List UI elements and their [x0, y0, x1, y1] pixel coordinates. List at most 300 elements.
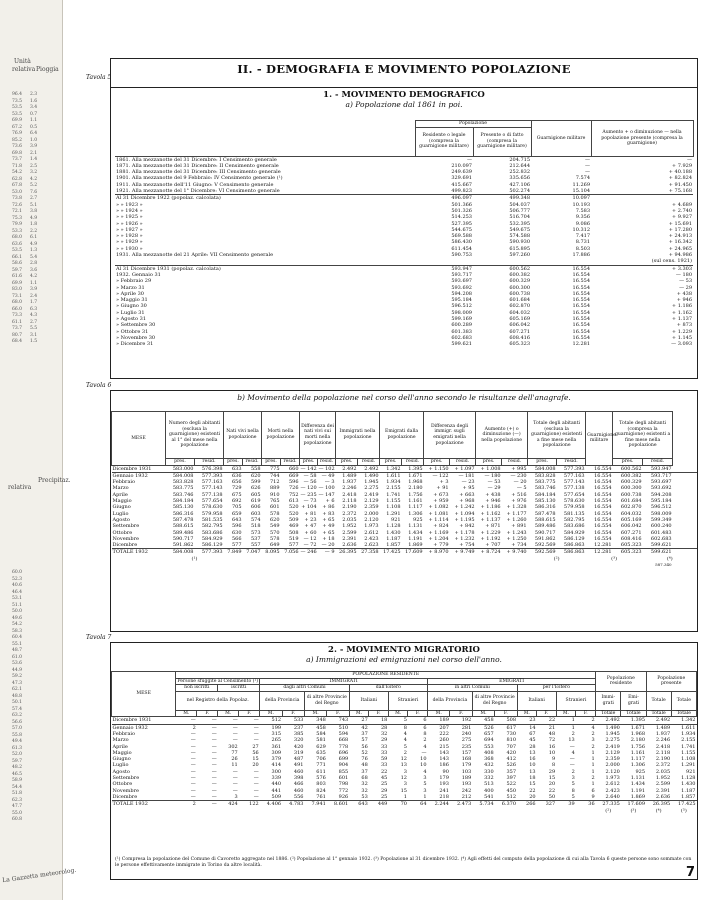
t6-cell: 643 — [231, 516, 242, 523]
t6-cell: 577.143 — [201, 485, 223, 492]
t6-cell: 583.000 — [172, 465, 194, 472]
t6-cell: 602.683 — [650, 535, 672, 542]
t7-cell: 629 — [316, 743, 326, 750]
t7-cell: 412 — [506, 756, 517, 763]
t5-cell: 607.271 — [509, 328, 531, 335]
t7-sub-f: F. — [327, 710, 349, 717]
t5-cell: 599.621 — [451, 341, 472, 348]
t6-cell: 605 — [250, 491, 261, 498]
t7-cell: 696 — [338, 749, 349, 756]
t7-cell: 56 — [252, 749, 259, 756]
t6-cell: + 1.114 — [428, 516, 449, 523]
t7-cell: 1.291 — [681, 762, 696, 769]
t6-total-extra-row — [112, 562, 698, 568]
t7-cell: — — [190, 730, 196, 737]
t7-cell: 361 — [271, 743, 282, 750]
t5-row-label: » Giugno 30 — [116, 303, 147, 310]
t6-cell: — 58 — [303, 472, 317, 479]
t7-cell: — — [211, 717, 217, 724]
t6-cell: 577.393 — [563, 465, 585, 472]
t7-cell: 440 — [271, 781, 282, 788]
t7-cell: 761 — [316, 793, 326, 800]
t6-cell: + 60 — [304, 529, 317, 536]
t7-cell: 772 — [338, 787, 349, 794]
t7-cell: 1 — [591, 781, 595, 788]
t5-cell: 16.554 — [572, 328, 591, 335]
t6-cell: 584.184 — [534, 491, 556, 498]
t7-cell: 1.306 — [630, 762, 646, 769]
t7-total-cell: 2.244 — [434, 801, 449, 808]
t6-total-extra-cell: 587.340 — [655, 562, 672, 568]
t7-header-totale: Totale — [646, 691, 671, 710]
t7-cell: 4 — [571, 749, 575, 756]
t7-total-cell: 5.734 — [479, 801, 494, 808]
t6-cell: 600.382 — [620, 472, 642, 479]
t5-header-popolazione: Popolazione — [415, 121, 531, 128]
t6-cell: 1.342 — [386, 465, 401, 472]
t5-row-label: 1881. Alla mezzanotte del 31 Dicembre: III Censimento generale — [116, 169, 281, 176]
t5-cell: 615.895 — [509, 245, 531, 252]
t6-sub-pres: pres. — [336, 459, 358, 466]
t7-cell: 1 — [423, 793, 427, 800]
t6-cell: 636 — [231, 472, 242, 479]
t7-cell: 617 — [506, 724, 517, 731]
t7-total-cell: 2.473 — [456, 801, 472, 808]
t7-cell: 594 — [338, 730, 349, 737]
t6-cell: 578 — [269, 510, 280, 517]
t6-cell: — 147 — [318, 491, 335, 498]
t6-total-cell: + 9.749 — [454, 549, 475, 556]
t5-row-label: » Febbraio 29 — [116, 278, 152, 285]
t6-cell: 469 — [288, 523, 299, 530]
t6-cell: 588.615 — [534, 516, 556, 523]
t7-cell: 798 — [338, 781, 349, 788]
t7-cell: 29 — [548, 768, 556, 775]
t6-cell: 1.968 — [408, 479, 423, 486]
t7-cell: 4 — [403, 737, 407, 744]
t7-cell: 2.391 — [655, 787, 671, 794]
t7-cell: 32 — [361, 781, 368, 788]
t7-header-stranieri: Stranieri — [556, 691, 596, 710]
t6-sub-resid: resid. — [358, 459, 380, 466]
t5-row-label: » Settembre 30 — [116, 322, 156, 329]
t6-cell: + 1.328 — [506, 504, 527, 511]
t5-cell: 502.274 — [509, 188, 531, 195]
t7-header-persone: Persone sfuggite al Censimento (¹) — [177, 678, 259, 684]
t6-cell: 591.862 — [172, 542, 194, 549]
t6-cell: + 976 — [511, 498, 527, 505]
t5-cell: 604.032 — [509, 309, 531, 316]
t6-cell: 2.035 — [342, 516, 357, 523]
t7-cell: 1.952 — [655, 775, 671, 782]
main-title: II. - DEMOGRAFIA E MOVIMENTO POPOLAZIONE — [237, 62, 571, 76]
t7-cell: — — [211, 749, 217, 756]
t5-header-residente: Residente o legale (compresa la guarnigione militare) — [415, 127, 473, 156]
tavola6-body — [112, 465, 698, 568]
t7-cell: 611 — [316, 768, 326, 775]
t7-header-immigrati: IMMIGRATI — [260, 678, 428, 685]
t7-cell: 260 — [439, 737, 449, 744]
t5-cell: — 29 — [679, 284, 693, 291]
t7-cell: 50 — [548, 793, 556, 800]
t7-cell: 450 — [506, 787, 517, 794]
t5-cell — [531, 258, 591, 265]
gutter-label-unita: Unità — [14, 58, 31, 65]
t7-header-pop-res2: Popolazione residente — [596, 672, 646, 692]
t6-cell: 599.621 — [650, 542, 672, 549]
t7-cell: 20 — [529, 793, 536, 800]
t5-cell: 596.512 — [451, 303, 472, 310]
t5-cell: + 1.137 — [671, 316, 693, 323]
t5-cell: 496.097 — [451, 195, 472, 202]
t7-cell: 26 — [231, 756, 238, 763]
t7-cell: 33 — [380, 743, 388, 750]
t6-row-month: Aprile — [112, 491, 128, 498]
t5-cell: 516.704 — [509, 214, 531, 221]
t7-cell: 460 — [293, 787, 304, 794]
t5-cell: 593.692 — [451, 284, 472, 291]
t6-cell: + 734 — [511, 542, 527, 549]
t6-row-month: Ottobre — [112, 529, 133, 536]
tavola7-table — [111, 671, 697, 814]
t7-cell: 48 — [361, 762, 368, 769]
t6-sub-pres: pres. — [476, 459, 502, 466]
t6-cell: 590.717 — [172, 535, 194, 542]
t6-cell: + 673 — [433, 491, 449, 498]
t6-cell: 581.135 — [563, 510, 585, 517]
t6-cell: 2.359 — [364, 504, 379, 511]
t7-cell: — — [190, 775, 196, 782]
t6-cell: — 49 — [321, 472, 335, 479]
t7-cell: 28 — [380, 724, 388, 731]
t7-sub-totale: Totale — [621, 710, 646, 717]
t6-cell: + 959 — [433, 498, 449, 505]
t7-cell: — — [232, 737, 238, 744]
t6-cell: 1.291 — [386, 510, 401, 517]
t6-cell: 590.717 — [534, 529, 556, 536]
t7-sub-m: M. — [428, 710, 450, 717]
section1a-subtitle: a) Popolazione dal 1861 in poi. — [345, 100, 463, 109]
t6-cell: + 3 — [439, 479, 449, 486]
t6-cell: 586.316 — [534, 504, 556, 511]
t6-row — [112, 542, 698, 549]
t7-cell: 143 — [439, 756, 449, 763]
t5-cell: 210.097 — [451, 162, 472, 169]
t6-cell: 2.636 — [342, 542, 357, 549]
t6-cell: 583.686 — [201, 529, 223, 536]
t7-cell: 1.945 — [605, 730, 620, 737]
t7-cell: 9 — [551, 756, 556, 763]
t7-cell: 441 — [271, 787, 282, 794]
t5-cell: 9.356 — [575, 214, 591, 221]
t7-cell: 13 — [568, 737, 575, 744]
t7-cell: 300 — [271, 768, 282, 775]
t5-cell: + 82.824 — [668, 175, 693, 182]
t5-cell: 501.366 — [451, 201, 472, 208]
t6-cell: 585.130 — [534, 498, 556, 505]
t6-cell: 588.615 — [172, 523, 194, 530]
t5-cell: + 1.186 — [671, 303, 693, 310]
t7-cell: 315 — [271, 730, 282, 737]
t7-cell: 1 — [591, 768, 595, 775]
t5-cell: 10.193 — [572, 201, 591, 208]
gutter-column-a: 96.4 73.5 53.5 53.5 69.9 67.2 76.9 85.2 73.6 69.8 73.7 71.8 54.2 62.8 67.8 53.0 73.8 72.6 72.1 75.3 79.9 53.3 68.0 63.6 53.5 66.1 58.6 59.7 61.6 69.9 83.0 73.1 68.0 66.0 73.3 61.1 73.7 80.7 68.4 — [12, 92, 23, 344]
t6-total-cell: 17.609 — [405, 549, 423, 556]
t7-cell: 379 — [271, 756, 282, 763]
t7-cell: 707 — [506, 743, 517, 750]
t6-cell: 2.246 — [342, 485, 357, 492]
t6-cell: + 891 — [511, 523, 527, 530]
tavola5-label: Tavola 5 — [86, 74, 112, 81]
t7-cell: 48 — [548, 730, 556, 737]
t6-cell: 603 — [250, 510, 261, 517]
t6-cell: + 779 — [433, 542, 449, 549]
t7-cell: 668 — [338, 737, 349, 744]
t6-cell: — 180 — [484, 472, 501, 479]
t7-header-altre_prov: di altre Provincie del Regno — [472, 691, 517, 710]
t7-cell: 2 — [571, 768, 575, 775]
t7-cell: 242 — [461, 787, 472, 794]
t7-cell: 491 — [293, 762, 304, 769]
t7-cell: 10 — [548, 749, 556, 756]
tavola6-label: Tavola 6 — [86, 382, 112, 389]
t7-cell: — — [190, 749, 196, 756]
t7-header-in-comuni: in altri Comuni — [428, 685, 518, 692]
t5-cell: 7.583 — [575, 207, 591, 214]
t7-cell: 9 — [591, 793, 595, 800]
t6-total-cell: 7.849 — [227, 549, 242, 556]
t7-cell: 771 — [316, 762, 326, 769]
t7-cell: 2.118 — [655, 749, 671, 756]
page-number: 7 — [686, 865, 696, 880]
t6-cell: 752 — [288, 491, 299, 498]
t7-total-cell: 266 — [526, 801, 536, 808]
tavola7-label: Tavola 7 — [86, 634, 112, 641]
t6-cell: 619 — [250, 498, 261, 505]
t6-cell: + 1.094 — [454, 510, 475, 517]
t7-cell: 553 — [484, 743, 494, 750]
t6-header-col-3: Morti nella popolazione — [262, 412, 300, 459]
t5-cell: 600.562 — [509, 265, 531, 272]
t5-cell: 598.009 — [451, 309, 472, 316]
t5-row-label: » » 1929 » — [116, 239, 143, 246]
t6-cell: 586.129 — [201, 542, 223, 549]
t5-cell: 16.554 — [572, 309, 591, 316]
t6-sub-pres: pres. — [528, 459, 557, 466]
t7-header-imm: Immi- grati — [596, 691, 621, 710]
t7-cell: 1.869 — [630, 793, 646, 800]
t6-total-row — [112, 549, 698, 556]
t7-sub-m: M. — [556, 710, 576, 717]
t6-cell: 2.275 — [364, 485, 379, 492]
t7-cell: 3 — [423, 775, 427, 782]
t7-cell: 28 — [529, 743, 536, 750]
t7-cell: 1 — [591, 762, 595, 769]
t6-sub-pres: pres. — [166, 459, 195, 466]
t6-sub-resid: resid. — [402, 459, 424, 466]
t6-cell: + 754 — [459, 542, 475, 549]
t7-cell: — — [232, 730, 238, 737]
t7-sub-f: F. — [408, 710, 428, 717]
t6-cell: + 1.081 — [428, 510, 449, 517]
t7-cell: 526 — [506, 762, 517, 769]
t6-cell: 601.684 — [620, 498, 642, 505]
t7-total-cell: 36 — [588, 801, 595, 808]
t7-cell: 1.741 — [681, 743, 696, 750]
t7-cell: 12 — [400, 756, 407, 763]
t5-cell: 10.312 — [572, 226, 591, 233]
t7-cell: 2.492 — [605, 717, 620, 724]
t7-cell: 420 — [506, 749, 517, 756]
t7-cell: 10 — [420, 762, 427, 769]
t5-cell: 611.454 — [451, 245, 472, 252]
t6-total-cell: 605.323 — [620, 549, 642, 556]
t7-cell: 400 — [484, 787, 494, 794]
t6-total-cell: 7.056 — [284, 549, 299, 556]
t7-footnote-ref: (⁴) — [655, 807, 662, 814]
t7-cell: 699 — [338, 756, 349, 763]
t5-cell: 16.554 — [572, 271, 591, 278]
t6-cell: 1.161 — [408, 498, 423, 505]
t5-cell: 514.253 — [451, 214, 472, 221]
t6-total-cell: 8.095 — [265, 549, 280, 556]
t6-header-col-6: Emigrati dalla popolazione — [380, 412, 424, 459]
t6-cell: + 49 — [322, 523, 335, 530]
t7-cell: — — [253, 717, 259, 724]
t6-cell: 577.654 — [563, 491, 585, 498]
gutter-label-pioggia: Pioggia — [36, 66, 59, 73]
t5-cell: 544.675 — [451, 226, 472, 233]
t6-cell: 583.746 — [172, 491, 194, 498]
t6-row — [112, 472, 698, 479]
t5-cell: + 2.740 — [671, 207, 693, 214]
t7-cell: 218 — [439, 793, 449, 800]
t6-sub-resid: resid. — [450, 459, 476, 466]
t6-row-month: Settembre — [112, 523, 140, 530]
t6-cell: + 1.195 — [454, 516, 475, 523]
t7-cell: 925 — [635, 768, 646, 775]
t7-cell: 1.934 — [681, 730, 696, 737]
t7-cell: 33 — [380, 749, 388, 756]
t6-header-col-8: Aumento (+) o diminuzione (—) nella popolazione — [476, 412, 528, 459]
t7-cell: 42 — [361, 724, 368, 731]
t6-total-cell: 577.393 — [201, 549, 223, 556]
section2-title: 2. - MOVIMENTO MIGRATORIO — [328, 645, 480, 655]
t6-cell: + 995 — [511, 465, 527, 472]
t7-row-month: Aprile — [112, 743, 128, 750]
t6-cell: 591.862 — [534, 535, 556, 542]
t7-cell: — — [190, 743, 196, 750]
t6-header-mese: MESE — [112, 412, 166, 466]
t6-cell: 582.795 — [201, 523, 223, 530]
t6-cell: 2.000 — [364, 510, 379, 517]
t7-cell: — — [569, 743, 575, 750]
t6-cell: 600.738 — [620, 491, 642, 498]
t7-sub-m: M. — [349, 710, 369, 717]
t6-cell: 1.191 — [408, 535, 423, 542]
t7-row-month: Settembre — [112, 775, 140, 782]
t5-row-label: 1931. Alla mezzanotte del 21 Aprile: VII Censimento generale — [116, 252, 274, 259]
t7-cell: — — [211, 787, 217, 794]
t6-header-col-7: Differenza degli immigr. sugli emigrati nella popolazione — [424, 412, 476, 459]
t5-cell — [415, 258, 473, 265]
t7-total-cell: 8.601 — [333, 801, 349, 808]
t6-cell: 744 — [269, 472, 280, 479]
t5-cell: 602.870 — [509, 303, 531, 310]
t5-cell: + 17.280 — [668, 226, 693, 233]
t6-sub-resid: resid. — [195, 459, 224, 466]
t5-cell: 600.738 — [509, 290, 531, 297]
t7-cell: 319 — [293, 749, 304, 756]
t7-sub-f: F. — [495, 710, 517, 717]
t5-cell: 16.554 — [572, 334, 591, 341]
t6-cell: 1.430 — [386, 529, 401, 536]
tavola5-table — [115, 120, 694, 348]
t7-sub-totale: Totale — [646, 710, 671, 717]
t5-cell: 602.683 — [451, 334, 472, 341]
t6-sub-pres: pres. — [224, 459, 243, 466]
t5-cell: 16.554 — [572, 290, 591, 297]
t6-cell: + 1.204 — [428, 535, 449, 542]
t6-cell: + 1.177 — [506, 510, 527, 517]
t6-cell: 604.032 — [620, 510, 642, 517]
t7-cell: 4 — [423, 743, 427, 750]
t7-total-row — [112, 801, 697, 808]
t7-row-month: Marzo — [112, 737, 129, 744]
t7-cell: 241 — [439, 787, 449, 794]
t7-cell: 330 — [484, 768, 494, 775]
t6-cell: 584.008 — [534, 465, 556, 472]
t6-row — [112, 465, 698, 472]
t5-cell: + 1.145 — [671, 334, 693, 341]
t7-cell: 3 — [403, 781, 407, 788]
t7-cell: 265 — [271, 737, 282, 744]
t6-cell: 577.393 — [201, 472, 223, 479]
t7-cell: 1 — [403, 793, 407, 800]
t7-cell: 339 — [271, 775, 282, 782]
t6-cell: 577 — [231, 542, 242, 549]
t7-sub-f: F. — [576, 710, 596, 717]
t6-header-col-4: Differenza dei nati vivi sui morti nella popolazione — [300, 412, 336, 459]
t5-cell: — — [585, 156, 591, 163]
t5-cell: (sul cens. 1921) — [651, 258, 693, 265]
t6-cell: — 20 — [321, 542, 335, 549]
t7-sub-f: F. — [282, 710, 304, 717]
t6-cell: 520 — [288, 510, 299, 517]
t6-cell: 1.434 — [408, 529, 423, 536]
t7-cell: 103 — [461, 768, 472, 775]
t5-row — [115, 265, 693, 272]
t6-cell: + 65 — [322, 529, 335, 536]
t5-cell: 16.554 — [572, 297, 591, 304]
t7-cell: 56 — [361, 743, 368, 750]
t7-sub-f: F. — [239, 710, 260, 717]
t5-cell: 16.554 — [572, 303, 591, 310]
t7-header-pop-res: POPOLAZIONE RESIDENTE — [176, 672, 596, 679]
t5-cell: + 75.168 — [668, 188, 693, 195]
t7-cell: 398 — [293, 775, 304, 782]
t6-cell: 583.746 — [534, 485, 556, 492]
t7-cell: 743 — [338, 717, 349, 724]
tavola5-body — [115, 156, 693, 347]
t6-cell: + 83 — [322, 510, 335, 517]
t6-cell: 587.478 — [172, 516, 194, 523]
t7-sub-f: F. — [537, 710, 557, 717]
t6-sub-resid: resid. — [318, 459, 336, 466]
t6-cell: 598.009 — [650, 510, 672, 517]
t5-cell: 569.588 — [451, 233, 472, 240]
t6-cell: + 1.243 — [506, 529, 527, 536]
